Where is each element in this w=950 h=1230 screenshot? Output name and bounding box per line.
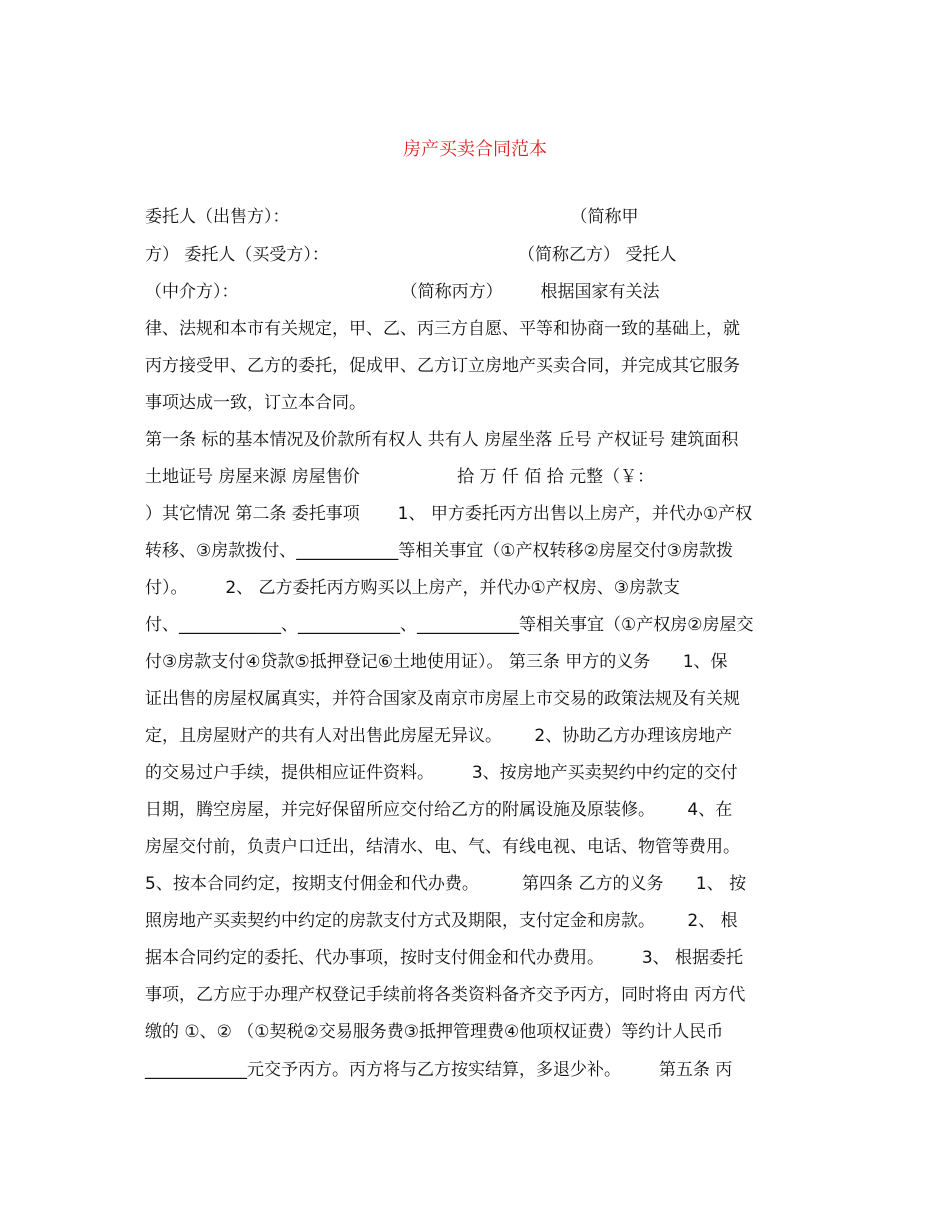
text-line: 的交易过户手续，提供相应证件资料。 3、按房地产买卖契约中约定的交付	[145, 763, 738, 783]
text-line: 付）。 2、 乙方委托丙方购买以上房产，并代办①产权房、③房款支	[145, 578, 681, 598]
text-line: 方） 委托人（买受方）： （简称乙方） 受托人	[145, 245, 677, 265]
text-line: 缴的 ①、② （①契税②交易服务费③抵押管理费④他项权证费）等约计人民币	[145, 1022, 724, 1042]
text-line: 定，且房屋财产的共有人对出售此房屋无异议。 2、协助乙方办理该房地产	[145, 726, 733, 746]
text-line: （中介方）： （简称丙方） 根据国家有关法	[145, 282, 660, 302]
text-line: 照房地产买卖契约中约定的房款支付方式及期限，支付定金和房款。 2、 根	[145, 911, 738, 931]
text-line: 丙方接受甲、乙方的委托，促成甲、乙方订立房地产买卖合同，并完成其它服务	[145, 356, 740, 376]
text-line: ____________元交予丙方。丙方将与乙方按实结算，多退少补。 第五条 丙	[145, 1060, 733, 1080]
text-line: 付、____________、____________、____________等相关事宜（①产权房②房屋交	[145, 615, 754, 635]
text-line: 委托人（出售方）： （简称甲	[145, 207, 639, 227]
document-title: 房产买卖合同范本	[403, 139, 547, 160]
text-line: 房屋交付前，负责户口迁出，结清水、电、气、有线电视、电话、物管等费用。	[145, 837, 740, 857]
text-line: 证出售的房屋权属真实，并符合国家及南京市房屋上市交易的政策法规及有关规	[145, 689, 740, 709]
text-line: 第一条 标的基本情况及价款所有权人 共有人 房屋坐落 丘号 产权证号 建筑面积	[145, 430, 739, 450]
text-line: 律、法规和本市有关规定，甲、乙、丙三方自愿、平等和协商一致的基础上，就	[145, 319, 740, 339]
text-line: 5、按本合同约定，按期支付佣金和代办费。 第四条 乙方的义务 1、 按	[145, 874, 747, 894]
text-line: 付③房款支付④贷款⑤抵押登记⑥土地使用证）。 第三条 甲方的义务 1、保	[145, 652, 728, 672]
text-line: 日期，腾空房屋，并完好保留所应交付给乙方的附属设施及原装修。 4、在	[145, 800, 733, 820]
text-line: 土地证号 房屋来源 房屋售价 拾 万 仟 佰 拾 元整（￥：	[145, 467, 655, 487]
text-line: 事项达成一致，订立本合同。	[145, 393, 366, 413]
text-line: 据本合同约定的委托、代办事项，按时支付佣金和代办费用。 3、 根据委托	[145, 948, 744, 968]
text-line: 转移、③房款拨付、____________等相关事宜（①产权转移②房屋交付③房款拨	[145, 541, 733, 561]
text-line: ）其它情况 第二条 委托事项 1、 甲方委托丙方出售以上房产，并代办①产权	[145, 504, 753, 524]
text-line: 事项，乙方应于办理产权登记手续前将各类资料备齐交予丙方，同时将由 丙方代	[145, 985, 746, 1005]
